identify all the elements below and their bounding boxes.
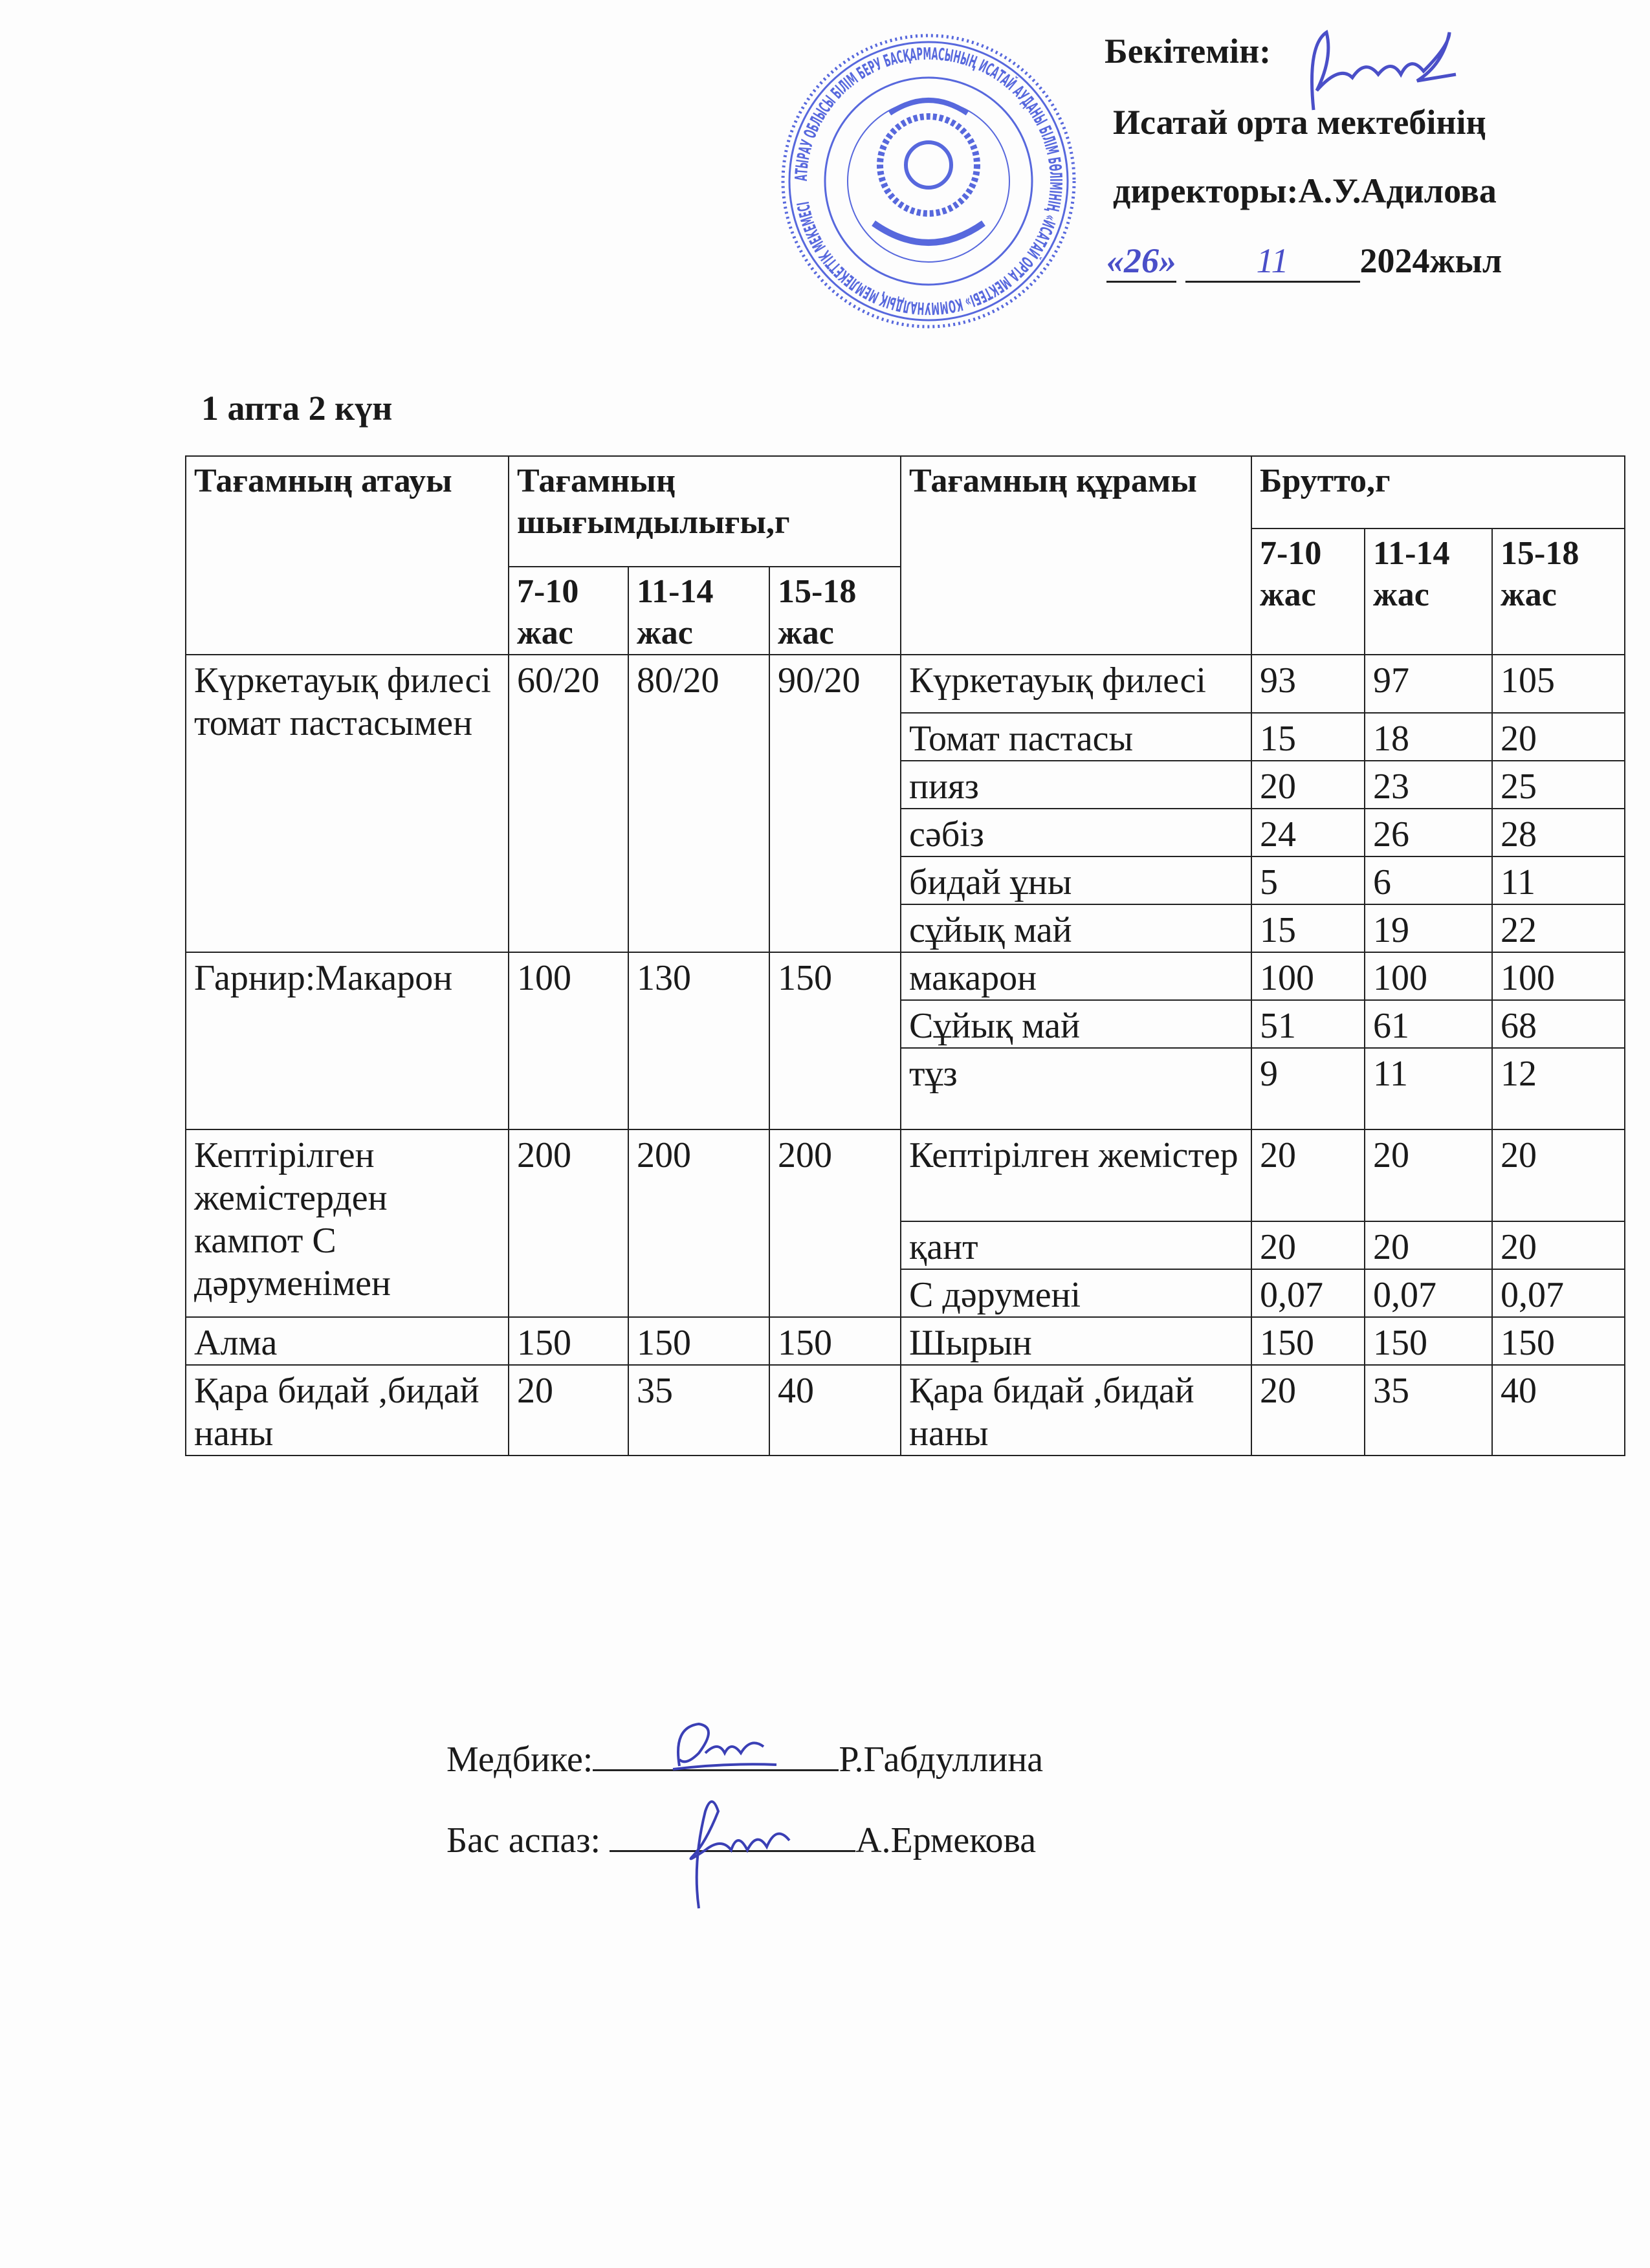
dish-name: Қара бидай ,бидай наны — [186, 1365, 509, 1456]
header-brutto-age: 11-14 жас — [1365, 529, 1492, 655]
approval-date — [1106, 241, 1502, 283]
ingredient-brutto: 24 — [1251, 809, 1365, 856]
ingredient-brutto: 93 — [1251, 655, 1365, 713]
ingredient-brutto: 26 — [1365, 809, 1492, 856]
school-stamp — [776, 29, 1081, 333]
ingredient-brutto: 100 — [1492, 952, 1625, 1000]
dish-yield: 20 — [509, 1365, 628, 1456]
ingredient-name: бидай ұны — [901, 856, 1251, 904]
ingredient-name: Күркетауық филесі — [901, 655, 1251, 713]
dish-yield: 150 — [769, 1317, 901, 1365]
ingredient-name: С дәрумені — [901, 1269, 1251, 1317]
ingredient-brutto: 6 — [1365, 856, 1492, 904]
svg-text:АТЫРАУ ОБЛЫСЫ БІЛІМ БЕРУ БАСҚА — [792, 45, 1065, 318]
table-row — [186, 1317, 1625, 1365]
ingredient-brutto: 100 — [1365, 952, 1492, 1000]
ingredient-brutto: 23 — [1365, 761, 1492, 809]
ingredient-brutto: 20 — [1251, 1221, 1365, 1269]
dish-yield: 150 — [509, 1317, 628, 1365]
header-yield: Тағамның шығымдылығы,г — [509, 456, 901, 567]
approval-label: Бекітемін: — [1105, 32, 1271, 71]
ingredient-brutto: 5 — [1251, 856, 1365, 904]
ingredient-brutto: 20 — [1251, 1365, 1365, 1456]
ingredient-brutto: 11 — [1492, 856, 1625, 904]
nurse-signature — [660, 1714, 783, 1779]
ingredient-brutto: 51 — [1251, 1000, 1365, 1048]
ingredient-name: сәбіз — [901, 809, 1251, 856]
ingredient-brutto: 20 — [1492, 713, 1625, 761]
ingredient-brutto: 68 — [1492, 1000, 1625, 1048]
dish-name: Кептірілген жемістерден кампот С дәруменімен — [186, 1129, 509, 1317]
dish-name: Гарнир:Макарон — [186, 952, 509, 1129]
ingredient-brutto: 15 — [1251, 713, 1365, 761]
stamp-text: АТЫРАУ ОБЛЫСЫ БІЛІМ БЕРУ БАСҚАРМАСЫНЫҢ ИСАТАЙ АУДАНЫ БІЛІМ БӨЛІМІНІҢ «ИСАТАЙ ОРТА МЕКТЕБІ» КОММУНАЛДЫҚ МЕМЛЕКЕТТІК МЕКЕМЕСІ — [791, 44, 1066, 318]
ingredient-name: Шырын — [901, 1317, 1251, 1365]
ingredient-brutto: 12 — [1492, 1048, 1625, 1129]
ingredient-brutto: 22 — [1492, 904, 1625, 952]
ingredient-name: пияз — [901, 761, 1251, 809]
ingredient-brutto: 35 — [1365, 1365, 1492, 1456]
dish-name: Күркетауық филесі томат пастасымен — [186, 655, 509, 952]
ingredient-brutto: 100 — [1251, 952, 1365, 1000]
date-day: «26» — [1106, 241, 1176, 283]
ingredient-brutto: 40 — [1492, 1365, 1625, 1456]
dish-yield: 150 — [769, 952, 901, 1129]
ingredient-brutto: 97 — [1365, 655, 1492, 713]
dish-yield: 35 — [628, 1365, 769, 1456]
ingredient-brutto: 20 — [1365, 1221, 1492, 1269]
cook-label: Бас аспаз: — [446, 1820, 601, 1860]
ingredient-name: Кептірілген жемістер — [901, 1129, 1251, 1221]
cook-signature — [660, 1785, 802, 1915]
date-month: 11 — [1185, 241, 1360, 283]
ingredient-name: Қара бидай ,бидай наны — [901, 1365, 1251, 1456]
nurse-label: Медбике: — [446, 1739, 593, 1780]
ingredient-name: Сұйық май — [901, 1000, 1251, 1048]
ingredient-brutto: 150 — [1492, 1317, 1625, 1365]
ingredient-name: тұз — [901, 1048, 1251, 1129]
header-brutto-age: 7-10 жас — [1251, 529, 1365, 655]
dish-yield: 200 — [509, 1129, 628, 1317]
ingredient-brutto: 19 — [1365, 904, 1492, 952]
ingredient-brutto: 28 — [1492, 809, 1625, 856]
nurse-name: Р.Габдуллина — [839, 1739, 1044, 1780]
school-name: Исатай орта мектебінің — [1113, 103, 1486, 142]
ingredient-brutto: 9 — [1251, 1048, 1365, 1129]
header-brutto: Брутто,г — [1251, 456, 1625, 529]
date-year: 2024жыл — [1359, 241, 1502, 280]
header-yield-age: 11-14 жас — [628, 567, 769, 655]
table-row — [186, 952, 1625, 1000]
ingredient-brutto: 20 — [1492, 1129, 1625, 1221]
ingredient-brutto: 0,07 — [1492, 1269, 1625, 1317]
ingredient-name: сұйық май — [901, 904, 1251, 952]
table-row — [186, 655, 1625, 713]
ingredient-brutto: 20 — [1251, 1129, 1365, 1221]
ingredient-brutto: 0,07 — [1365, 1269, 1492, 1317]
dish-yield: 40 — [769, 1365, 901, 1456]
ingredient-brutto: 150 — [1365, 1317, 1492, 1365]
ingredient-brutto: 150 — [1251, 1317, 1365, 1365]
ingredient-brutto: 11 — [1365, 1048, 1492, 1129]
dish-yield: 80/20 — [628, 655, 769, 952]
director-name: директоры:А.У.Адилова — [1113, 171, 1497, 210]
ingredient-brutto: 20 — [1251, 761, 1365, 809]
table-row — [186, 1365, 1625, 1456]
menu-table — [185, 455, 1625, 1456]
ingredient-brutto: 20 — [1365, 1129, 1492, 1221]
ingredient-brutto: 105 — [1492, 655, 1625, 713]
dish-yield: 100 — [509, 952, 628, 1129]
header-brutto-age: 15-18 жас — [1492, 529, 1625, 655]
ingredient-brutto: 20 — [1492, 1221, 1625, 1269]
dish-yield: 200 — [769, 1129, 901, 1317]
dish-yield: 200 — [628, 1129, 769, 1317]
page-title: 1 апта 2 күн — [201, 389, 393, 428]
ingredient-name: Томат пастасы — [901, 713, 1251, 761]
dish-yield: 60/20 — [509, 655, 628, 952]
header-composition: Тағамның құрамы — [901, 456, 1251, 655]
dish-yield: 90/20 — [769, 655, 901, 952]
ingredient-name: қант — [901, 1221, 1251, 1269]
ingredient-name: макарон — [901, 952, 1251, 1000]
ingredient-brutto: 61 — [1365, 1000, 1492, 1048]
ingredient-brutto: 25 — [1492, 761, 1625, 809]
dish-yield: 150 — [628, 1317, 769, 1365]
table-row — [186, 1129, 1625, 1221]
dish-yield: 130 — [628, 952, 769, 1129]
ingredient-brutto: 15 — [1251, 904, 1365, 952]
cook-name: А.Ермекова — [855, 1820, 1037, 1860]
ingredient-brutto: 0,07 — [1251, 1269, 1365, 1317]
header-yield-age: 7-10 жас — [509, 567, 628, 655]
header-dish-name: Тағамның атауы — [186, 456, 509, 655]
dish-name: Алма — [186, 1317, 509, 1365]
header-yield-age: 15-18 жас — [769, 567, 901, 655]
ingredient-brutto: 18 — [1365, 713, 1492, 761]
